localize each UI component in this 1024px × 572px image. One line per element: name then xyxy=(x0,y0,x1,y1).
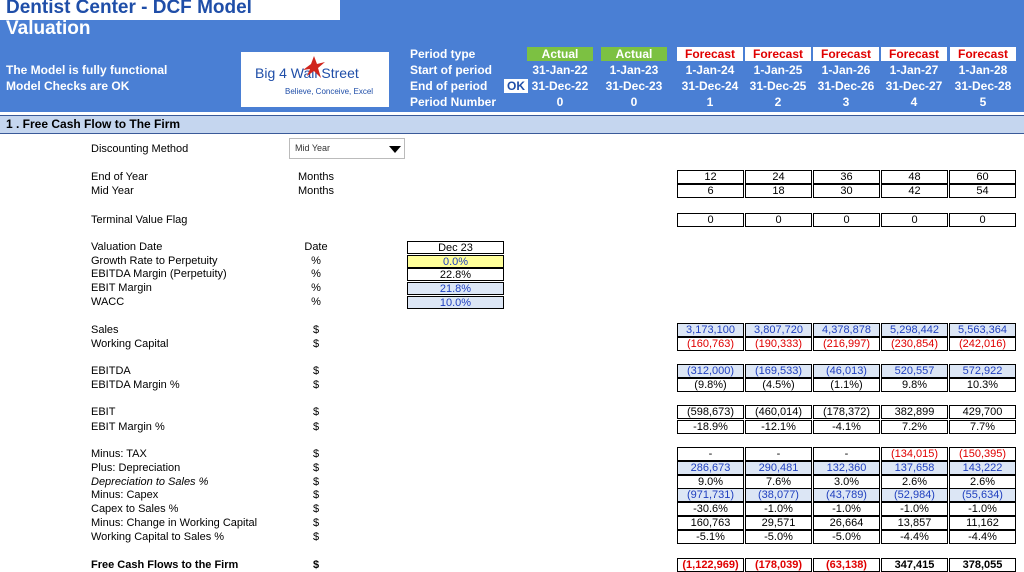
model-status-text: The Model is fully functional xyxy=(6,63,168,77)
period-number-label: Period Number xyxy=(410,95,497,109)
period-end-cell: 31-Dec-28 xyxy=(954,79,1012,93)
terminal-value-flag-label: Terminal Value Flag xyxy=(91,214,188,226)
period-type-cell: Actual xyxy=(601,47,667,61)
capex-cell[interactable]: (55,634) xyxy=(949,488,1016,502)
assumption-unit: % xyxy=(311,282,321,294)
wc-to-sales-cell[interactable]: -4.4% xyxy=(881,530,948,544)
mid-year-cell[interactable]: 54 xyxy=(949,184,1016,198)
period-start-cell: 31-Jan-22 xyxy=(532,63,588,77)
assumption-value-input[interactable]: 21.8% xyxy=(407,282,504,295)
ebit-cell[interactable]: (178,372) xyxy=(813,405,880,419)
period-type-cell: Forecast xyxy=(881,47,947,61)
sales-cell[interactable]: 5,298,442 xyxy=(881,323,948,337)
capex-to-sales-cell[interactable]: -1.0% xyxy=(949,502,1016,516)
change-wc-cell[interactable]: 13,857 xyxy=(881,516,948,530)
ebit-cell[interactable]: 382,899 xyxy=(881,405,948,419)
tax-cell[interactable]: - xyxy=(813,447,880,461)
ebit-margin-label: EBIT Margin % xyxy=(91,421,165,433)
capex-label: Minus: Capex xyxy=(91,489,159,501)
ebit-cell[interactable]: (460,014) xyxy=(745,405,812,419)
end-of-year-unit: Months xyxy=(297,171,335,183)
fcff-cell[interactable]: (1,122,969) xyxy=(677,558,744,572)
ebit-cell[interactable]: (598,673) xyxy=(677,405,744,419)
start-period-label: Start of period xyxy=(410,63,493,77)
end-of-year-cell[interactable]: 36 xyxy=(813,170,880,184)
tax-cell[interactable]: (150,395) xyxy=(949,447,1016,461)
section-header xyxy=(0,115,1024,134)
working-capital-unit: $ xyxy=(312,338,320,350)
dropdown-arrow-icon[interactable] xyxy=(386,142,404,156)
sales-unit: $ xyxy=(312,324,320,336)
ebitda-cell[interactable]: 572,922 xyxy=(949,364,1016,378)
period-type-cell: Forecast xyxy=(677,47,743,61)
period-number-cell: 2 xyxy=(774,95,782,109)
assumption-unit: % xyxy=(311,255,321,267)
ebit-cell[interactable]: 429,700 xyxy=(949,405,1016,419)
period-number-cell: 0 xyxy=(630,95,638,109)
assumption-label: Growth Rate to Perpetuity xyxy=(91,255,218,267)
fcff-cell[interactable]: (178,039) xyxy=(745,558,812,572)
sales-label: Sales xyxy=(91,324,119,336)
tax-cell[interactable]: - xyxy=(677,447,744,461)
period-number-cell: 1 xyxy=(706,95,714,109)
mid-year-cell[interactable]: 6 xyxy=(677,184,744,198)
ebitda-margin-cell[interactable]: (4.5%) xyxy=(745,378,812,392)
period-number-cell: 5 xyxy=(979,95,987,109)
ebitda-cell[interactable]: (46,013) xyxy=(813,364,880,378)
logo-tagline: Believe, Conceive, Excel xyxy=(285,87,374,96)
discounting-method-value: Mid Year xyxy=(295,143,331,153)
ebitda-margin-unit: $ xyxy=(312,379,320,391)
ebit-margin-cell[interactable]: -18.9% xyxy=(677,420,744,434)
change-wc-cell[interactable]: 26,664 xyxy=(813,516,880,530)
fcff-label: Free Cash Flows to the Firm xyxy=(91,559,239,571)
end-of-year-cell[interactable]: 60 xyxy=(949,170,1016,184)
dep-to-sales-cell[interactable]: 7.6% xyxy=(745,475,812,489)
page-title: Dentist Center - DCF Model xyxy=(6,0,252,18)
dep-to-sales-cell[interactable]: 2.6% xyxy=(949,475,1016,489)
dep-to-sales-label: Depreciation to Sales % xyxy=(91,476,209,488)
terminal-flag-cell[interactable]: 0 xyxy=(677,213,744,227)
capex-to-sales-label: Capex to Sales % xyxy=(91,503,179,515)
dep-to-sales-cell[interactable]: 2.6% xyxy=(881,475,948,489)
fcff-cell[interactable]: (63,138) xyxy=(813,558,880,572)
logo-text: Big 4 Wall Street xyxy=(255,65,359,81)
fcff-cell[interactable]: 378,055 xyxy=(949,558,1016,572)
capex-to-sales-unit: $ xyxy=(312,503,320,515)
ebit-label: EBIT xyxy=(91,406,116,418)
dep-to-sales-cell[interactable]: 9.0% xyxy=(677,475,744,489)
assumption-value-input[interactable]: 10.0% xyxy=(407,296,504,309)
period-start-cell: 1-Jan-25 xyxy=(753,63,803,77)
mid-year-cell[interactable]: 30 xyxy=(813,184,880,198)
ebitda-margin-label: EBITDA Margin % xyxy=(91,379,180,391)
wc-to-sales-cell[interactable]: -5.0% xyxy=(745,530,812,544)
ebitda-margin-cell[interactable]: 10.3% xyxy=(949,378,1016,392)
dep-to-sales-cell[interactable]: 3.0% xyxy=(813,475,880,489)
capex-cell[interactable]: (43,789) xyxy=(813,488,880,502)
discounting-method-dropdown[interactable] xyxy=(289,138,405,159)
capex-to-sales-cell[interactable]: -1.0% xyxy=(881,502,948,516)
sales-cell[interactable]: 3,807,720 xyxy=(745,323,812,337)
assumption-label: Valuation Date xyxy=(91,241,163,253)
period-start-cell: 1-Jan-26 xyxy=(821,63,871,77)
depreciation-cell[interactable]: 132,360 xyxy=(813,461,880,475)
ebit-margin-cell[interactable]: 7.2% xyxy=(881,420,948,434)
ebitda-cell[interactable]: 520,557 xyxy=(881,364,948,378)
period-type-cell: Forecast xyxy=(813,47,879,61)
wc-to-sales-unit: $ xyxy=(312,531,320,543)
eagle-icon xyxy=(301,54,327,80)
end-period-label: End of period xyxy=(410,79,488,93)
assumption-unit: % xyxy=(311,268,321,280)
period-type-cell: Actual xyxy=(527,47,593,61)
depreciation-label: Plus: Depreciation xyxy=(91,462,181,474)
period-start-cell: 1-Jan-23 xyxy=(609,63,659,77)
model-checks-text: Model Checks are OK xyxy=(6,79,130,93)
ebitda-margin-cell[interactable]: (1.1%) xyxy=(813,378,880,392)
ok-badge: OK xyxy=(504,79,528,93)
period-type-cell: Forecast xyxy=(950,47,1016,61)
capex-unit: $ xyxy=(312,489,320,501)
change-wc-label: Minus: Change in Working Capital xyxy=(91,517,258,529)
ebitda-unit: $ xyxy=(312,365,320,377)
depreciation-cell[interactable]: 143,222 xyxy=(949,461,1016,475)
assumption-unit: Date xyxy=(304,241,328,253)
terminal-flag-cell[interactable]: 0 xyxy=(813,213,880,227)
dep-to-sales-unit: $ xyxy=(312,476,320,488)
assumption-unit: % xyxy=(311,296,321,308)
mid-year-unit: Months xyxy=(297,185,335,197)
working-capital-cell[interactable]: (242,016) xyxy=(949,337,1016,351)
capex-cell[interactable]: (971,731) xyxy=(677,488,744,502)
depreciation-cell[interactable]: 286,673 xyxy=(677,461,744,475)
discounting-method-label: Discounting Method xyxy=(91,143,189,155)
ebit-margin-cell[interactable]: -12.1% xyxy=(745,420,812,434)
assumption-value-input[interactable]: 22.8% xyxy=(407,268,504,281)
period-end-cell: 31-Dec-23 xyxy=(605,79,663,93)
mid-year-label: Mid Year xyxy=(91,185,134,197)
section-title: 1 . Free Cash Flow to The Firm xyxy=(6,117,181,131)
wc-to-sales-cell[interactable]: -5.1% xyxy=(677,530,744,544)
change-wc-cell[interactable]: 29,571 xyxy=(745,516,812,530)
wc-to-sales-label: Working Capital to Sales % xyxy=(91,531,225,543)
period-end-cell: 31-Dec-22 xyxy=(531,79,589,93)
terminal-flag-cell[interactable]: 0 xyxy=(881,213,948,227)
end-of-year-cell[interactable]: 12 xyxy=(677,170,744,184)
depreciation-cell[interactable]: 137,658 xyxy=(881,461,948,475)
period-number-cell: 4 xyxy=(910,95,918,109)
capex-to-sales-cell[interactable]: -1.0% xyxy=(813,502,880,516)
mid-year-cell[interactable]: 18 xyxy=(745,184,812,198)
tax-label: Minus: TAX xyxy=(91,448,147,460)
capex-cell[interactable]: (52,984) xyxy=(881,488,948,502)
working-capital-cell[interactable]: (230,854) xyxy=(881,337,948,351)
capex-cell[interactable]: (38,077) xyxy=(745,488,812,502)
end-of-year-cell[interactable]: 24 xyxy=(745,170,812,184)
ebitda-cell[interactable]: (312,000) xyxy=(677,364,744,378)
working-capital-cell[interactable]: (216,997) xyxy=(813,337,880,351)
assumption-label: EBITDA Margin (Perpetuity) xyxy=(91,268,227,280)
period-type-cell: Forecast xyxy=(745,47,811,61)
capex-to-sales-cell[interactable]: -1.0% xyxy=(745,502,812,516)
period-end-cell: 31-Dec-25 xyxy=(749,79,807,93)
wc-to-sales-cell[interactable]: -5.0% xyxy=(813,530,880,544)
change-wc-cell[interactable]: 160,763 xyxy=(677,516,744,530)
end-of-year-cell[interactable]: 48 xyxy=(881,170,948,184)
ebitda-label: EBITDA xyxy=(91,365,131,377)
terminal-flag-cell[interactable]: 0 xyxy=(949,213,1016,227)
tax-cell[interactable]: (134,015) xyxy=(881,447,948,461)
ebitda-margin-cell[interactable]: 9.8% xyxy=(881,378,948,392)
company-logo xyxy=(241,52,389,107)
period-number-cell: 3 xyxy=(842,95,850,109)
assumption-label: EBIT Margin xyxy=(91,282,152,294)
ebitda-margin-cell[interactable]: (9.8%) xyxy=(677,378,744,392)
working-capital-cell[interactable]: (190,333) xyxy=(745,337,812,351)
ebit-unit: $ xyxy=(312,406,320,418)
page-subtitle: Valuation xyxy=(6,18,91,39)
fcff-unit: $ xyxy=(312,559,320,571)
sales-cell[interactable]: 3,173,100 xyxy=(677,323,744,337)
depreciation-cell[interactable]: 290,481 xyxy=(745,461,812,475)
period-end-cell: 31-Dec-24 xyxy=(681,79,739,93)
end-of-year-label: End of Year xyxy=(91,171,148,183)
ebit-margin-cell[interactable]: 7.7% xyxy=(949,420,1016,434)
mid-year-cell[interactable]: 42 xyxy=(881,184,948,198)
depreciation-unit: $ xyxy=(312,462,320,474)
ebit-margin-unit: $ xyxy=(312,421,320,433)
fcff-cell[interactable]: 347,415 xyxy=(881,558,948,572)
tax-unit: $ xyxy=(312,448,320,460)
assumption-label: WACC xyxy=(91,296,125,308)
period-start-cell: 1-Jan-28 xyxy=(958,63,1008,77)
period-type-label: Period type xyxy=(410,47,476,61)
sales-cell[interactable]: 4,378,878 xyxy=(813,323,880,337)
working-capital-cell[interactable]: (160,763) xyxy=(677,337,744,351)
period-start-cell: 1-Jan-27 xyxy=(889,63,939,77)
change-wc-cell[interactable]: 11,162 xyxy=(949,516,1016,530)
period-number-cell: 0 xyxy=(556,95,564,109)
title-box xyxy=(0,0,340,20)
assumption-value-input[interactable]: 0.0% xyxy=(407,255,504,268)
terminal-flag-cell[interactable]: 0 xyxy=(745,213,812,227)
wc-to-sales-cell[interactable]: -4.4% xyxy=(949,530,1016,544)
tax-cell[interactable]: - xyxy=(745,447,812,461)
period-start-cell: 1-Jan-24 xyxy=(685,63,735,77)
assumption-value-input[interactable]: Dec 23 xyxy=(407,241,504,254)
ebitda-cell[interactable]: (169,533) xyxy=(745,364,812,378)
period-end-cell: 31-Dec-27 xyxy=(885,79,943,93)
period-end-cell: 31-Dec-26 xyxy=(817,79,875,93)
ebit-margin-cell[interactable]: -4.1% xyxy=(813,420,880,434)
change-wc-unit: $ xyxy=(312,517,320,529)
working-capital-label: Working Capital xyxy=(91,338,169,350)
capex-to-sales-cell[interactable]: -30.6% xyxy=(677,502,744,516)
sales-cell[interactable]: 5,563,364 xyxy=(949,323,1016,337)
